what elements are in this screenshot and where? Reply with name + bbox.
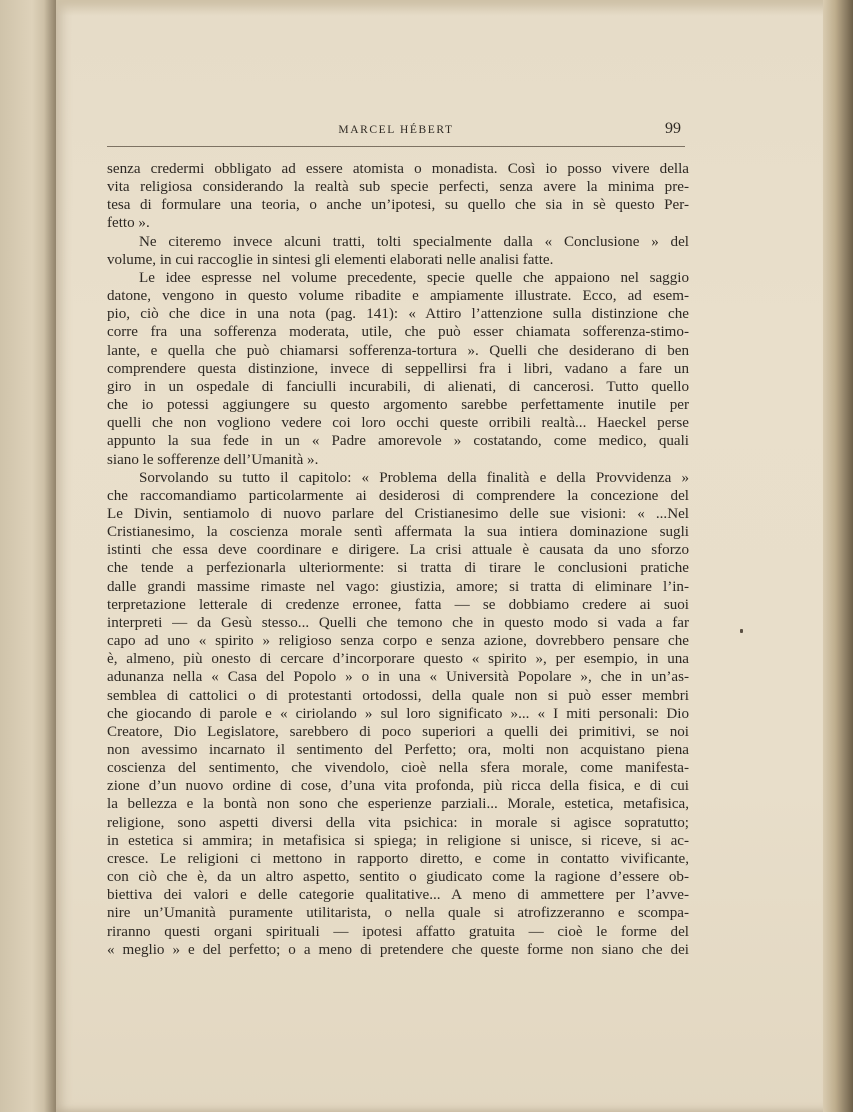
text-line: capo ad uno « spirito » religioso senza corpo e senza azione, dovrebbero pensare che [107,633,689,650]
margin-speck [740,629,743,633]
text-line: volume, in cui raccoglie in sintesi gli elementi elaborati nelle analisi fatte. [107,251,554,268]
text-line: biettiva dei valori e delle categorie qualitative... A meno di ammettere per l’avve- [107,887,689,904]
text-line: Le Divin, sentiamolo di nuovo parlare del Cristianesimo delle sue visioni: « ...Nel [107,505,689,522]
text-line: Le idee espresse nel volume precedente, specie quelle che appaiono nel saggio [139,269,689,286]
text-line: vita religiosa considerando la realtà sub specie perfecti, senza avere la minima pre- [107,179,689,196]
page-fore-edge [823,0,853,1112]
text-line: che io potessi aggiungere su questo argomento sarebbe perfettamente inutile per [107,397,689,414]
header-rule [107,146,685,147]
text-line: giro in un ospedale di fanciulli incurabili, di alienati, di cancerosi. Tutto quello [107,378,689,395]
text-line: tesa di formulare una teoria, o anche un’ipotesi, su quello che sia in sè questo Per- [107,197,689,214]
text-line: cresce. Le religioni ci mettono in rapporto diretto, e come in contatto vivificante, [107,850,689,867]
text-line: Ne citeremo invece alcuni tratti, tolti specialmente dalla « Conclusione » del [139,233,689,250]
text-line: pio, ciò che dice in una nota (pag. 141): « Attiro l’attenzione sulla distinzione che [107,306,689,323]
text-line: senza credermi obbligato ad essere atomista o monadista. Così io posso vivere della [107,161,689,177]
text-line: corre fra una sofferenza moderata, utile, che può esser chiamata sofferenza-stimo- [107,324,689,341]
text-line: che giocando di parole e « ciriolando » sul loro significato »... « I miti personali: Dio [107,705,689,722]
text-line: Cristianesimo, la coscienza morale sentì affermata la sua intiera dominazione sugli [107,524,689,541]
text-line: non avessimo incarnato il sentimento del Perfetto; ora, molti non acquistano piena [107,742,689,758]
text-line: semblea di cattolici o di protestanti ortodossi, della quale non si può esser membri [107,687,689,704]
text-line: che raccomandiamo particolarmente ai desiderosi di comprendere la concezione del [107,487,689,504]
text-line: quelli che non vogliono vedere coi loro occhi queste orribili realtà... Haeckel perse [107,415,689,432]
page-number: 99 [665,120,681,137]
text-line: la bellezza e la bontà non sono che esperienze parziali... Morale, estetica, metafisica, [107,796,689,813]
text-line: lante, e quella che può chiamarsi sofferenza-tortura ». Quelli che desiderano di ben [107,342,689,359]
text-line: religione, sono aspetti diversi della vita psichica: in morale si agisce sopratutto; [107,814,689,831]
text-line: riranno questi organi spirituali — ipotesi affatto gratuita — cioè le forme del [107,923,689,940]
text-line: dalle grandi massime rimaste nel vago: giustizia, amore; si tratta di eliminare l’in- [107,578,689,595]
running-head: MARCEL HÉBERT [338,124,454,136]
page-top-edge [56,0,833,16]
page-header [107,120,685,144]
text-line: in estetica si ammira; in metafisica si spiega; in religione si unisce, si riceve, si ac- [107,832,689,849]
text-line: interpreti — da Gesù stesso... Quelli che temono che in questo modo si vada a far [107,614,689,631]
text-line: datone, vengono in questo volume ribadite e ampiamente illustrate. Ecco, ad esem- [107,288,689,305]
text-line: che tende a perfezionarla ulteriormente: si tratta di tirare le conclusioni pratiche [107,560,689,577]
text-line: comprendere questa distinzione, invece di seppellirsi fra i libri, vadano a fare un [107,360,689,377]
text-line: zione d’un nuovo ordine di cose, d’una vita profonda, più ricca della fisica, e di cui [107,778,689,795]
text-line: siano le sofferenze dell’Umanità ». [107,451,319,468]
text-line: coscienza del sentimento, che vivendolo, cioè nella sfera morale, come manifesta- [107,760,689,777]
text-line: con ciò che è, da un altro aspetto, sentito o giudicato come la ragione d’essere ob- [107,869,689,886]
text-line: Sorvolando su tutto il capitolo: « Problema della finalità e della Provvidenza » [139,469,689,486]
text-line: terpretazione letterale di credenze erronee, fatta — se dobbiamo credere ai suoi [107,596,689,613]
text-line: adunanza nella « Casa del Popolo » o in una « Università Popolare », che in un’as- [107,669,689,686]
body-text [107,160,689,959]
text-line: è, almeno, più onesto di cercare d’incorporare questo « spirito », per esempio, in una [107,651,689,668]
text-line: istinti che essa deve coordinare e dirigere. La crisi attuale è causata da uno sforzo [107,542,689,559]
text-line: appunto la sua fede in un « Padre amorevole » costatando, come medico, quali [107,433,689,450]
text-line: nire un’Umanità puramente utilitarista, o nella quale si atrofizzeranno e scompa- [107,905,689,922]
text-line: « meglio » e del perfetto; o a meno di pretendere che queste forme non siano che dei [107,941,689,958]
text-line: fetto ». [107,215,150,232]
text-line: Creatore, Dio Legislatore, sarebbero di poco superiori a quelli dei primitivi, se noi [107,723,689,740]
